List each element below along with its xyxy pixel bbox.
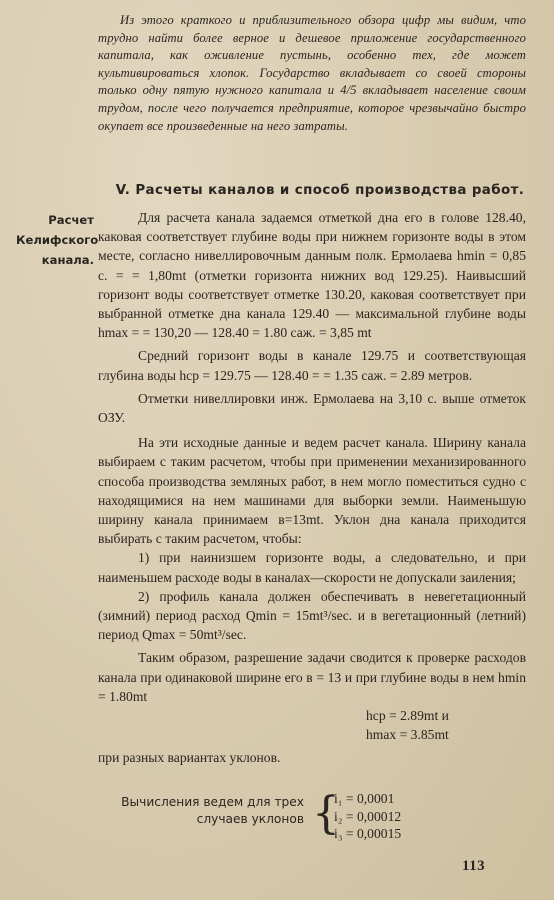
slope-calculation [98,788,528,844]
slope-values [334,790,401,843]
depth-average: hср = 2.89mt и [366,708,449,724]
paragraph-3: Отметки нивеллировки инж. Ермолаева на 3,10 с. выше отметок ОЗУ. [98,390,526,426]
paragraph-7: Таким образом, разрешение задачи сводится к проверке расходов канала при одинаковой ширине его в = 13 и при глубине воды в нем hmin = 1.80mt [98,650,526,704]
depth-max: hmax = 3.85mt [366,727,449,743]
calc-label: Вычисления ведем для трех случаев уклонов [121,795,304,826]
slope-value-1: i₁ = 0,0001 [334,791,395,806]
paragraph-5: 1) при наинизшем горизонте воды, а следовательно, и при наименьшем расходе воды в каналах—скорости не допускали заиления; [98,550,526,585]
paragraph-6: 2) профиль канала должен обеспечивать в невегетационный (зимний) период расход Qmin = 15mt³/sec. и в вегетационный (летний) период Qmax = 50mt³/sec. [98,588,526,643]
paragraph-2: Средний горизонт воды в канале 129.75 и соответствующая глубина воды hср = 129.75 — 128.40 = = 1.35 саж. = 2.89 метров. [98,348,526,383]
depth-values [98,706,526,744]
section-heading: V. Расчеты каналов и способ производства работ. [115,183,525,198]
brace-icon: { [312,788,340,839]
body-text [98,208,526,768]
paragraph-1: Для расчета канала задаемся отметкой дна его в голове 128.40, каковая соответствует глубине воды при нижнем горизонте воды в этом месте, согласно нивеллировочным данным полк. Ермолаева hmin = 0,85 с. = = 1,80mt (отметки горизонта нижних вод 129.25). Наивысший горизонт воды соответствует отметке 130.20, каковая соответствует при выбранной отметке дна канала 129.40 — максимальной глубине воды hmax = = 130,20 — 128.40 = 1.80 саж. = 3,85 mt [98,210,526,341]
paragraph-8: при разных вариантах уклонов. [98,750,281,766]
paragraph-4: На эти исходные данные и ведем расчет канала. Ширину канала выбираем с таким расчетом, чтобы при применении механизированного способа производства земляных работ, в нем могло поместиться судно с находящимися на нем машинами для выборки земли. Наименьшую ширину канала принимаем в=13mt. Уклон дна канала приходится выбирать с таким расчетом, чтобы: [98,435,526,547]
slope-value-3: i₃ = 0,00015 [334,826,402,841]
intro-paragraph: Из этого краткого и приблизительного обзора цифр мы видим, что трудно найти более верное и дешевое приложение государственного капитала, как оживление пустынь, особенно тех, где может культивироваться хлопок. Государство вкладывает со своей стороны только одну пятую нужного капитала и 4/5 вкладывает население своим трудом, после чего получается предприятие, которое чрезвычайно быстро окупает все произведенные на него затраты. [98,13,526,133]
slope-value-2: i₂ = 0,00012 [334,808,402,824]
margin-note: Расчет Келифского канала. [16,213,99,267]
page-number: 113 [462,858,486,874]
